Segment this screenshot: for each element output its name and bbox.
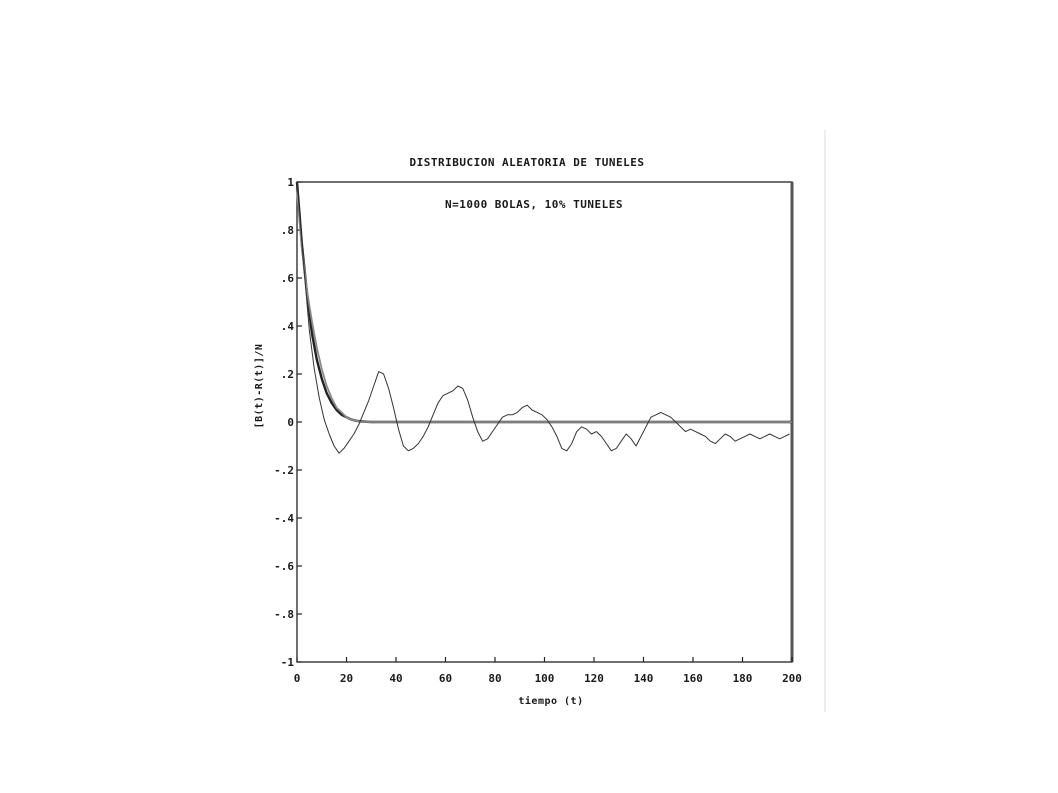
y-tick-label: -.2 (274, 464, 294, 477)
y-tick-label: 1 (287, 176, 294, 189)
x-tick-label: 20 (339, 672, 354, 685)
x-tick-label: 200 (782, 672, 802, 685)
y-tick-label: 0 (287, 416, 294, 429)
y-tick-label: -.8 (274, 608, 294, 621)
x-tick-label: 60 (438, 672, 453, 685)
chart-title: DISTRIBUCION ALEATORIA DE TUNELES (409, 156, 645, 169)
x-tick-label: 0 (293, 672, 301, 685)
y-tick-label: -.6 (274, 560, 294, 573)
x-tick-label: 120 (584, 672, 604, 685)
y-tick-label: .6 (280, 272, 294, 285)
y-axis-label: [B(t)-R(t)]/N (254, 343, 265, 429)
y-tick-label: -1 (280, 656, 294, 669)
chart-annotation: N=1000 BOLAS, 10% TUNELES (444, 198, 624, 211)
x-tick-label: 40 (389, 672, 403, 685)
y-tick-label: -.4 (274, 512, 294, 525)
y-tick-label: .8 (280, 224, 294, 237)
x-tick-label: 140 (633, 672, 654, 685)
x-tick-label: 180 (732, 672, 753, 685)
x-tick-label: 80 (488, 672, 502, 685)
x-axis-label: tiempo (t) (518, 696, 584, 707)
y-tick-label: .2 (280, 368, 294, 381)
x-tick-label: 160 (683, 672, 703, 685)
x-tick-label: 100 (534, 672, 555, 685)
y-tick-label: .4 (280, 320, 294, 333)
